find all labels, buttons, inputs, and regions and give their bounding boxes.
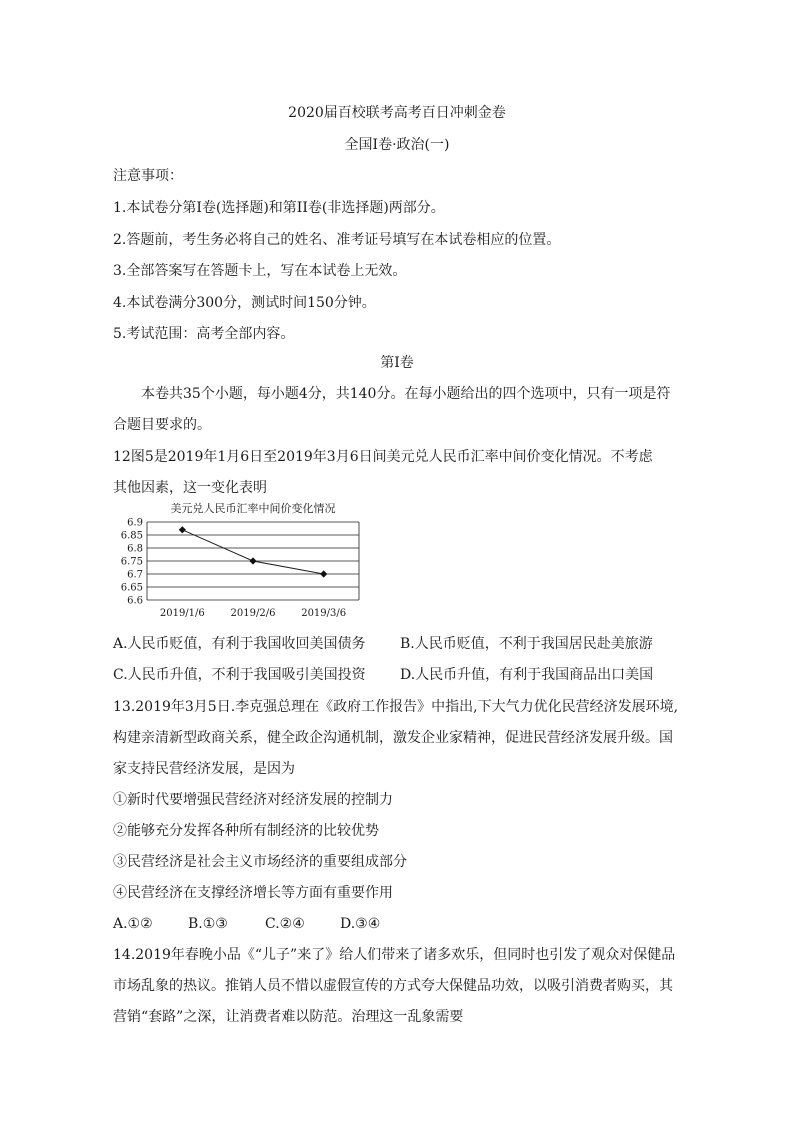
data-point: [320, 570, 327, 577]
x-tick-label: 2019/1/6: [159, 608, 205, 619]
statement-1: ①新时代要增强民营经济对经济发展的控制力: [113, 792, 393, 808]
chart-series: [179, 526, 328, 577]
question-14-stem: 市场乱象的热议。推销人员不惜以虚假宣传的方式夸大保健品功效，以吸引消费者购买，其: [113, 978, 673, 994]
question-13-stem: 构建亲清新型政商关系，健全政企沟通机制，激发企业家精神，促进民营经济发展升级。国: [113, 730, 673, 746]
x-axis-ticks: [160, 608, 346, 619]
notice-item: 5.考试范围：高考全部内容。: [113, 326, 295, 342]
chart-title: 美元兑人民币汇率中间价变化情况: [170, 502, 336, 515]
y-tick-label: 6.7: [127, 569, 143, 581]
data-point: [249, 557, 256, 564]
option-a[interactable]: A.人民币贬值，有利于我国收回美国债务: [113, 636, 366, 652]
y-tick-label: 6.75: [120, 556, 143, 568]
notice-item: 4.本试卷满分300分，测试时间150分钟。: [113, 295, 376, 311]
statement-3: ③民营经济是社会主义市场经济的重要组成部分: [113, 854, 407, 870]
option-a[interactable]: A.①②: [113, 916, 153, 932]
y-tick-label: 6.8: [127, 543, 143, 555]
notice-heading: 注意事项：: [113, 168, 183, 184]
y-tick-label: 6.9: [127, 517, 143, 529]
question-14-stem: 14.2019年春晚小品《“儿子”来了》给人们带来了诸多欢乐，但同时也引发了观众对保健品: [113, 947, 676, 963]
question-14-stem: 营销“套路”之深，让消费者难以防范。治理这一乱象需要: [113, 1009, 464, 1025]
exam-title: 2020届百校联考高考百日冲刺金卷: [288, 105, 506, 121]
question-12-stem: 其他因素，这一变化表明: [113, 480, 267, 496]
question-13-stem: 家支持民营经济发展，是因为: [113, 761, 295, 777]
notice-item: 1.本试卷分第I卷(选择题)和第II卷(非选择题)两部分。: [113, 200, 445, 216]
option-c[interactable]: C.人民币升值，不利于我国吸引美国投资: [113, 667, 366, 683]
option-d[interactable]: D.③④: [340, 916, 381, 932]
notice-item: 2.答题前，考生务必将自己的姓名、准考证号填写在本试卷相应的位置。: [113, 232, 561, 248]
section-intro: 合题目要求的。: [113, 417, 211, 433]
data-point: [179, 526, 186, 533]
question-12-stem: 12图5是2019年1月6日至2019年3月6日间美元兑人民币汇率中间价变化情况。不考虑: [113, 449, 653, 465]
y-tick-label: 6.65: [120, 582, 143, 594]
x-tick-label: 2019/2/6: [230, 608, 276, 619]
series-line: [182, 530, 323, 574]
option-b[interactable]: B.①③: [188, 916, 228, 932]
y-tick-label: 6.6: [127, 595, 143, 607]
statement-2: ②能够充分发挥各种所有制经济的比较优势: [113, 823, 379, 839]
exchange-rate-chart: [113, 498, 361, 622]
section-intro: 本卷共35个小题，每小题4分，共140分。在每小题给出的四个选项中，只有一项是符: [141, 386, 671, 402]
notice-item: 3.全部答案写在答题卡上，写在本试卷上无效。: [113, 263, 407, 279]
option-d[interactable]: D.人民币升值，有利于我国商品出口美国: [400, 667, 654, 683]
x-tick-label: 2019/3/6: [301, 608, 347, 619]
question-13-stem: 13.2019年3月5日.李克强总理在《政府工作报告》中指出,下大气力优化民营经济发展环境,: [113, 699, 679, 715]
statement-4: ④民营经济在支撑经济增长等方面有重要作用: [113, 885, 393, 901]
option-b[interactable]: B.人民币贬值，不利于我国居民赴美旅游: [400, 636, 653, 652]
y-tick-label: 6.85: [120, 530, 143, 542]
section-title: 第I卷: [380, 355, 414, 371]
exam-subtitle: 全国I卷·政治(一): [344, 137, 450, 153]
option-c[interactable]: C.②④: [265, 916, 305, 932]
y-axis-ticks: [121, 518, 143, 607]
